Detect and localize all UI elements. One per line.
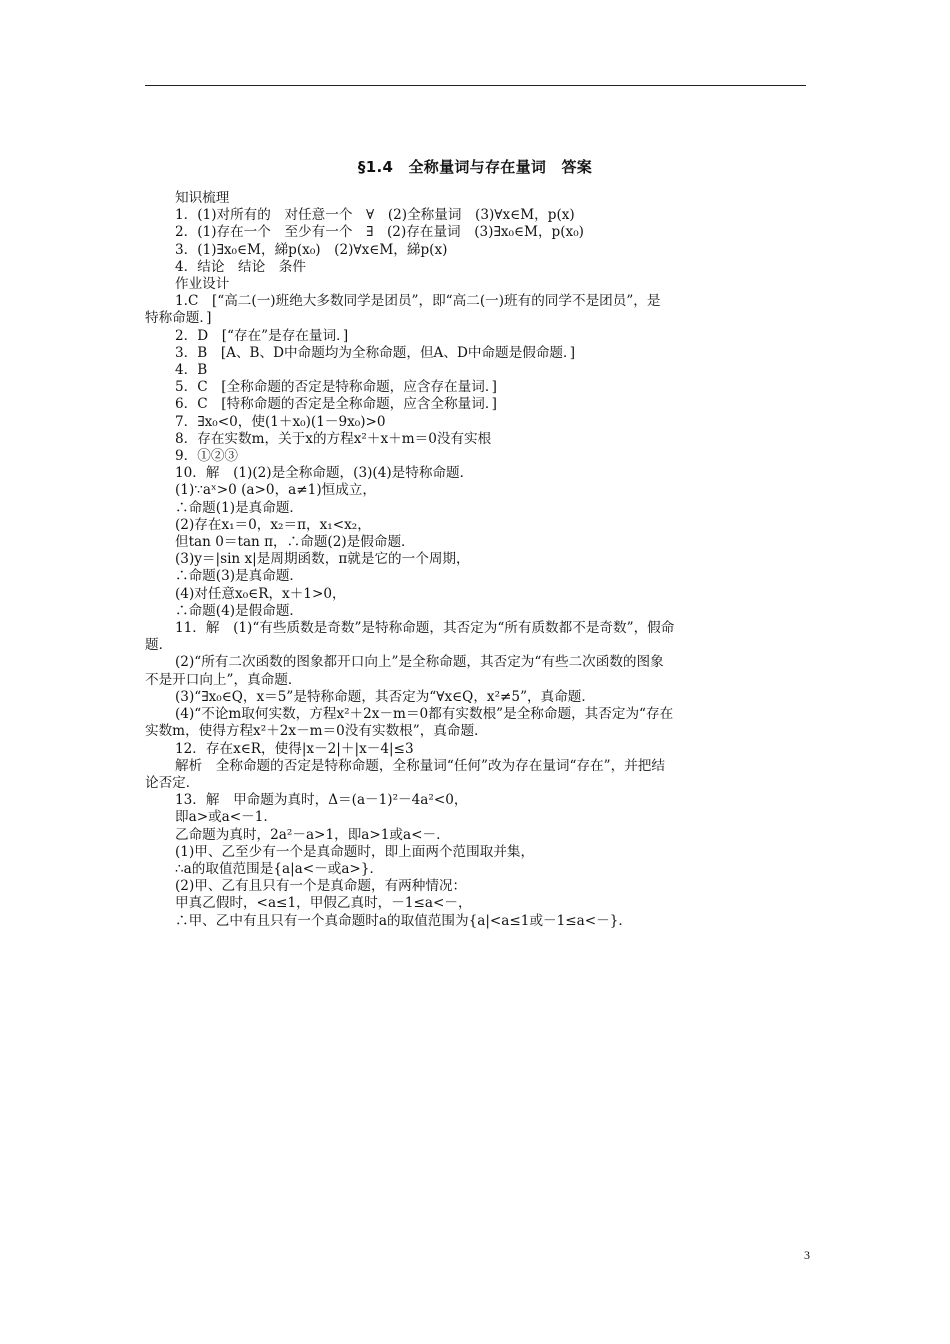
- text-line: 1．(1)对所有的 对任意一个 ∀ (2)全称量词 (3)∀x∈M，p(x): [175, 207, 575, 224]
- text-line: (2)甲、乙有且只有一个是真命题，有两种情况：: [175, 878, 467, 895]
- text-line: 论否定．: [145, 774, 200, 791]
- text-line: 4．B: [175, 362, 208, 379]
- text-line: (2)存在x₁＝0，x₂＝π，x₁<x₂，: [175, 516, 371, 533]
- text-line: ∴a的取值范围是{a|a<－或a>}．: [175, 860, 384, 877]
- text-line: 实数m，使得方程x²＋2x－m＝0没有实数根”，真命题．: [145, 723, 488, 740]
- text-line: (4)“不论m取何实数，方程x²＋2x－m＝0都有实数根”是全称命题，其否定为“存在: [175, 706, 674, 723]
- page-number: 3: [804, 1248, 810, 1262]
- header-rule: [145, 85, 806, 86]
- text-line: 但tan 0＝tan π，∴命题(2)是假命题．: [175, 534, 415, 551]
- text-line: 甲真乙假时，<a≤1，甲假乙真时，－1≤a<－，: [175, 895, 472, 912]
- text-line: (2)“所有二次函数的图象都开口向上”是全称命题，其否定为“有些二次函数的图象: [175, 654, 664, 671]
- text-line: 10．解 (1)(2)是全称命题，(3)(4)是特称命题．: [175, 465, 474, 482]
- text-line: 9．①②③: [175, 448, 239, 465]
- text-line: 12．存在x∈R，使得|x－2|＋|x－4|≤3: [175, 740, 414, 757]
- text-line: 3．(1)∃x₀∈M，綈p(x₀) (2)∀x∈M，綈p(x): [175, 241, 448, 258]
- text-line: (1)甲、乙至少有一个是真命题时，即上面两个范围取并集，: [175, 843, 535, 860]
- text-line: 题．: [145, 637, 173, 654]
- text-line: 4．结论 结论 条件: [175, 258, 306, 275]
- text-line: 特称命题．]: [145, 310, 212, 327]
- answer-body: [145, 190, 807, 930]
- text-line: 3．B [A、B、D中命题均为全称命题，但A、D中命题是假命题．]: [175, 344, 576, 361]
- text-line: (1)∵aˣ>0 (a>0，a≠1)恒成立，: [175, 482, 376, 499]
- text-line: 13．解 甲命题为真时，Δ＝(a－1)²－4a²<0，: [175, 792, 468, 809]
- text-line: 5．C [全称命题的否定是特称命题，应含存在量词．]: [175, 379, 497, 396]
- text-line: 即a>或a<－1.: [175, 809, 268, 826]
- text-line: ∴命题(3)是真命题．: [175, 568, 304, 585]
- text-line: 11．解 (1)“有些质数是奇数”是特称命题，其否定为“所有质数都不是奇数”，假命: [175, 620, 675, 637]
- text-line: ∴命题(1)是真命题．: [175, 499, 304, 516]
- text-line: 乙命题为真时，2a²－a>1，即a>1或a<－.: [175, 826, 441, 843]
- text-line: 2．D [“存在”是存在量词．]: [175, 327, 349, 344]
- text-line: ∴甲、乙中有且只有一个真命题时a的取值范围为{a|<a≤1或－1≤a<－}．: [175, 912, 632, 929]
- text-line: 作业设计: [175, 276, 230, 293]
- text-line: ∴命题(4)是假命题．: [175, 602, 304, 619]
- text-line: (4)对任意x₀∈R，x＋1>0，: [175, 585, 346, 602]
- text-line: 7．∃x₀<0，使(1＋x₀)(1－9x₀)>0: [175, 413, 386, 430]
- text-line: 解析 全称命题的否定是特称命题，全称量词“任何”改为存在量词“存在”，并把结: [175, 757, 665, 774]
- text-line: 8．存在实数m，关于x的方程x²＋x＋m＝0没有实根: [175, 430, 492, 447]
- text-line: 2．(1)存在一个 至少有一个 ∃ (2)存在量词 (3)∃x₀∈M，p(x₀): [175, 224, 584, 241]
- text-line: (3)“∃x₀∈Q，x＝5”是特称命题，其否定为“∀x∈Q，x²≠5”，真命题．: [175, 688, 595, 705]
- text-line: 不是开口向上”，真命题．: [145, 671, 302, 688]
- text-line: (3)y＝|sin x|是周期函数，π就是它的一个周期，: [175, 551, 470, 568]
- text-line: 1.C [“高二(一)班绝大多数同学是团员”，即“高二(一)班有的同学不是团员”，是: [175, 293, 661, 310]
- text-line: 知识梳理: [175, 190, 230, 206]
- page-title: §1.4 全称量词与存在量词 答案: [357, 158, 593, 176]
- text-line: 6．C [特称命题的否定是全称命题，应含全称量词．]: [175, 396, 497, 413]
